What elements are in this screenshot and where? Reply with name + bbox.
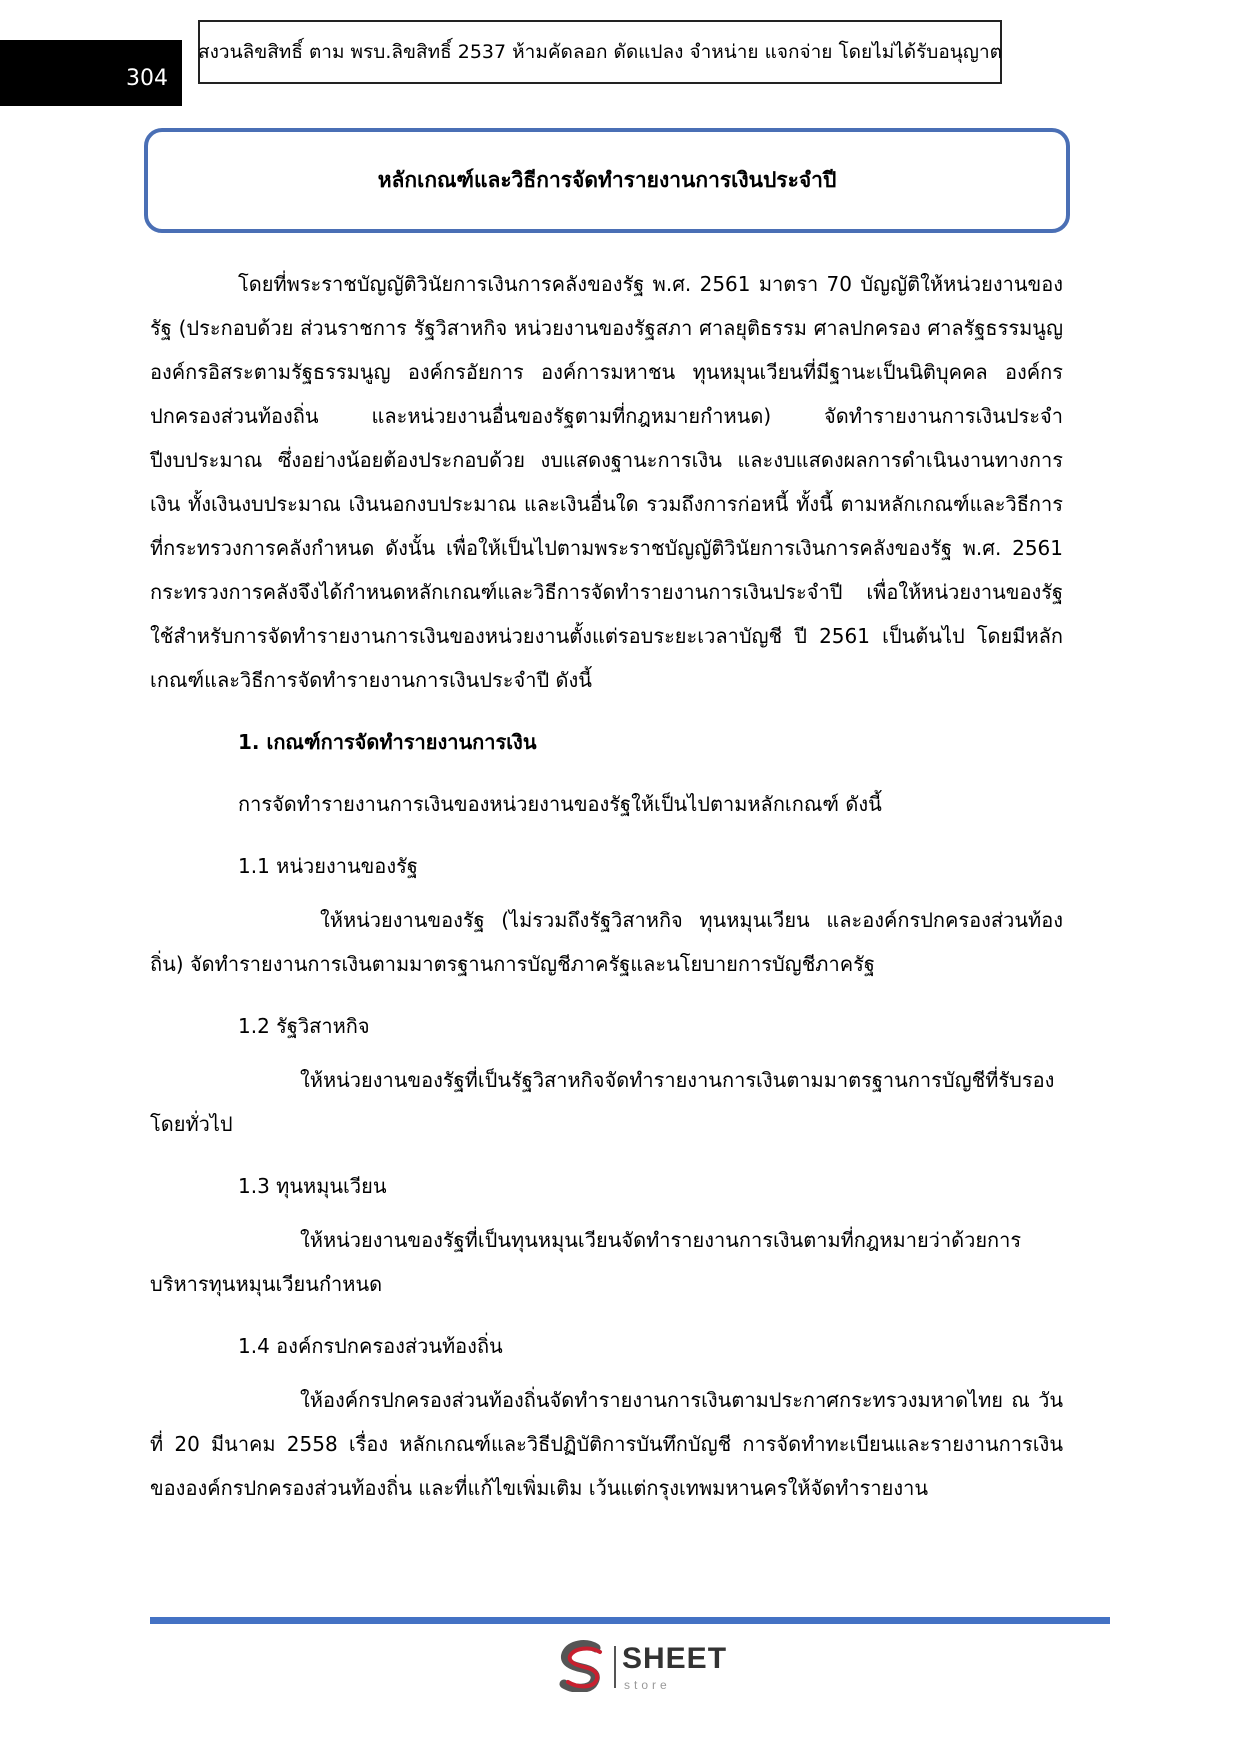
- sheet-store-s-icon: [556, 1640, 608, 1692]
- item-text-1-3: ให้หน่วยงานของรัฐที่เป็นทุนหมุนเวียนจัดทำรายงานการเงินตามที่กฎหมายว่าด้วยการบริหารทุนหมุนเวียนกำหนด: [150, 1228, 1022, 1296]
- copyright-notice: สงวนลิขสิทธิ์ ตาม พรบ.ลิขสิทธิ์ 2537 ห้ามคัดลอก ดัดแปลง จำหน่าย แจกจ่าย โดยไม่ได้รับอนุญาต: [198, 20, 1002, 84]
- item-label-1-3: 1.3 ทุนหมุนเวียน: [238, 1174, 387, 1198]
- logo-separator: [614, 1646, 616, 1688]
- item-text-1-2: ให้หน่วยงานของรัฐที่เป็นรัฐวิสาหกิจจัดทำรายงานการเงินตามมาตรฐานการบัญชีที่รับรองโดยทั่วไป: [150, 1068, 1055, 1136]
- page-number: 304: [126, 66, 168, 91]
- item-label-1-4: 1.4 องค์กรปกครองส่วนท้องถิ่น: [238, 1334, 503, 1358]
- intro-paragraph: โดยที่พระราชบัญญัติวินัยการเงินการคลังของรัฐ พ.ศ. 2561 มาตรา 70 บัญญัติให้หน่วยงานของรัฐ (ประกอบด้วย ส่วนราชการ รัฐวิสาหกิจ หน่วยงานของรัฐสภา ศาลยุติธรรม ศาลปกครอง ศาลรัฐธรรมนูญ องค์กรอิสระตามรัฐธรรมนูญ องค์กรอัยการ องค์การมหาชน ทุนหมุนเวียนที่มีฐานะเป็นนิติบุคคล องค์กรปกครองส่วนท้องถิ่น และหน่วยงานอื่นของรัฐตามที่กฎหมายกำหนด) จัดทำรายงานการเงินประจำปีงบประมาณ ซึ่งอย่างน้อยต้องประกอบด้วย งบแสดงฐานะการเงิน และงบแสดงผลการดำเนินงานทางการเงิน ทั้งเงินงบประมาณ เงินนอกงบประมาณ และเงินอื่นใด รวมถึงการก่อหนี้ ทั้งนี้ ตามหลักเกณฑ์และวิธีการที่กระทรวงการคลังกำหนด ดังนั้น เพื่อให้เป็นไปตามพระราชบัญญัติวินัยการเงินการคลังของรัฐ พ.ศ. 2561 กระทรวงการคลังจึงได้กำหนดหลักเกณฑ์และวิธีการจัดทำรายงานการเงินประจำปี เพื่อให้หน่วยงานของรัฐใช้สำหรับการจัดทำรายงานการเงินของหน่วยงานตั้งแต่รอบระยะเวลาบัญชี ปี 2561 เป็นต้นไป โดยมีหลักเกณฑ์และวิธีการจัดทำรายงานการเงินประจำปี ดังนี้: [150, 272, 1063, 692]
- item-label-1-2: 1.2 รัฐวิสาหกิจ: [238, 1014, 370, 1038]
- item-text-1-1: ให้หน่วยงานของรัฐ (ไม่รวมถึงรัฐวิสาหกิจ ทุนหมุนเวียน และองค์กรปกครองส่วนท้องถิ่น) จัดทำรายงานการเงินตามมาตรฐานการบัญชีภาครัฐและนโยบายการบัญชีภาครัฐ: [150, 908, 1063, 976]
- document-title: หลักเกณฑ์และวิธีการจัดทำรายงานการเงินประจำปี: [144, 128, 1070, 233]
- item-text-1-4: ให้องค์กรปกครองส่วนท้องถิ่นจัดทำรายงานการเงินตามประกาศกระทรวงมหาดไทย ณ วันที่ 20 มีนาคม 2558 เรื่อง หลักเกณฑ์และวิธีปฏิบัติการบันทึกบัญชี การจัดทำทะเบียนและรายงานการเงินขององค์กรปกครองส่วนท้องถิ่น และที่แก้ไขเพิ่มเติม เว้นแต่กรุงเทพมหานครให้จัดทำรายงาน: [150, 1388, 1063, 1500]
- document-body: [150, 262, 1063, 1510]
- section-heading: 1. เกณฑ์การจัดทำรายงานการเงิน: [238, 730, 537, 754]
- logo-wordmark: SHEET: [622, 1642, 728, 1675]
- footer-rule: [150, 1617, 1110, 1624]
- section-lead: การจัดทำรายงานการเงินของหน่วยงานของรัฐให้เป็นไปตามหลักเกณฑ์ ดังนี้: [238, 792, 882, 816]
- logo-subtext: store: [624, 1678, 671, 1692]
- item-label-1-1: 1.1 หน่วยงานของรัฐ: [238, 854, 418, 878]
- sheet-store-logo: [556, 1640, 726, 1696]
